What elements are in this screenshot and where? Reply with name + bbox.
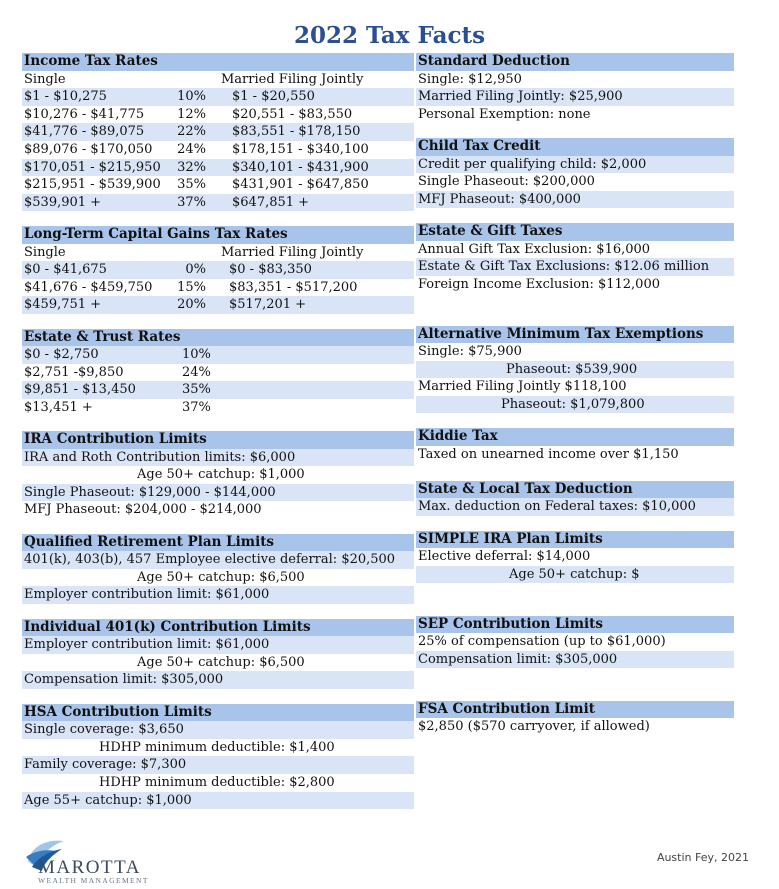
hsa-section <box>22 704 414 810</box>
list-item: MFJ Phaseout: $400,000 <box>416 191 734 209</box>
list-item: HDHP minimum deductible: $1,400 <box>99 739 335 755</box>
list-item: Age 50+ catchup: $1,000 <box>137 467 305 483</box>
list-item: Employer contribution limit: $61,000 <box>22 586 414 604</box>
section-header: Alternative Minimum Tax Exemptions <box>416 326 734 344</box>
list-item: Age 50+ catchup: $6,500 <box>137 569 305 585</box>
solo401k-section <box>22 619 414 689</box>
single-bracket: $0 - $41,675 <box>24 262 107 278</box>
section-header: SIMPLE IRA Plan Limits <box>416 531 734 549</box>
list-item: Single: $12,950 <box>418 71 522 87</box>
left-column <box>22 53 414 824</box>
rate: 35% <box>177 177 206 193</box>
list-item: HDHP minimum deductible: $2,800 <box>99 774 335 790</box>
table-row <box>22 399 414 417</box>
list-item: Age 50+ catchup: $6,500 <box>137 654 305 670</box>
single-bracket: $41,676 - $459,750 <box>24 279 153 295</box>
estate-gift-section <box>416 223 734 311</box>
col-single-label: Single <box>24 71 66 87</box>
bracket: $0 - $2,750 <box>24 347 99 363</box>
list-item: 401(k), 403(b), 457 Employee elective deferral: $20,500 <box>22 551 414 569</box>
table-row <box>22 123 414 141</box>
marotta-logo <box>22 835 182 885</box>
list-item: $2,850 ($570 carryover, if allowed) <box>418 719 650 735</box>
capital-gains-section <box>22 226 414 314</box>
author-credit: Austin Fey, 2021 <box>656 851 749 864</box>
income-tax-section <box>22 53 414 211</box>
section-header: HSA Contribution Limits <box>22 704 414 722</box>
estate-trust-section <box>22 329 414 417</box>
section-header: Income Tax Rates <box>22 53 414 71</box>
rate: 15% <box>177 279 206 295</box>
logo-name: MAROTTA <box>38 857 141 878</box>
list-item: Married Filing Jointly $118,100 <box>418 379 627 395</box>
single-bracket: $539,901 + <box>24 194 102 210</box>
single-bracket: $170,051 - $215,950 <box>24 159 161 175</box>
section-header: SEP Contribution Limits <box>416 616 734 634</box>
page-title: 2022 Tax Facts <box>293 22 486 49</box>
single-bracket: $89,076 - $170,050 <box>24 141 153 157</box>
rate: 10% <box>177 89 206 105</box>
rate: 35% <box>182 382 211 398</box>
list-item: Single: $75,900 <box>418 344 522 360</box>
single-bracket: $459,751 + <box>24 297 102 313</box>
list-item: Phaseout: $1,079,800 <box>416 396 734 414</box>
spacer-row <box>416 668 734 686</box>
rate: 37% <box>182 399 211 415</box>
list-item: Married Filing Jointly: $25,900 <box>416 88 734 106</box>
sep-section <box>416 616 734 686</box>
section-header: Estate & Gift Taxes <box>416 223 734 241</box>
table-row <box>22 381 414 399</box>
marotta-logo-mark <box>22 835 182 885</box>
list-item: Age 50+ catchup: $ <box>416 566 734 584</box>
child-credit-section <box>416 138 734 208</box>
list-item: Taxed on unearned income over $1,150 <box>418 446 679 462</box>
column-header-row <box>22 71 414 89</box>
section-header: Qualified Retirement Plan Limits <box>22 534 414 552</box>
section-header: Kiddie Tax <box>416 428 734 446</box>
table-row <box>22 159 414 177</box>
section-header: State & Local Tax Deduction <box>416 481 734 499</box>
list-item: Estate & Gift Tax Exclusions: $12.06 million <box>416 258 734 276</box>
list-item: Compensation limit: $305,000 <box>22 671 414 689</box>
logo-tagline: WEALTH MANAGEMENT <box>38 876 149 885</box>
mfj-bracket: $83,351 - $517,200 <box>229 279 358 295</box>
section-header: Long-Term Capital Gains Tax Rates <box>22 226 414 244</box>
ira-section <box>22 431 414 519</box>
kiddie-tax-section <box>416 428 734 481</box>
section-header: Standard Deduction <box>416 53 734 71</box>
single-bracket: $10,276 - $41,775 <box>24 106 145 122</box>
rate: 12% <box>177 106 206 122</box>
col-single-label: Single <box>24 244 66 260</box>
single-bracket: $215,951 - $539,900 <box>24 177 161 193</box>
mfj-bracket: $178,151 - $340,100 <box>232 141 369 157</box>
bracket: $9,851 - $13,450 <box>24 382 136 398</box>
spacer-row <box>416 463 734 481</box>
section-header: Child Tax Credit <box>416 138 734 156</box>
table-row <box>22 106 414 124</box>
right-column <box>416 53 734 750</box>
col-mfj-label: Married Filing Jointly <box>221 244 364 260</box>
rate: 24% <box>177 141 206 157</box>
list-item: Family coverage: $7,300 <box>22 756 414 774</box>
rate: 24% <box>182 364 211 380</box>
section-header: Individual 401(k) Contribution Limits <box>22 619 414 637</box>
list-item: Foreign Income Exclusion: $112,000 <box>418 276 660 292</box>
amt-section <box>416 326 734 414</box>
mfj-bracket: $83,551 - $178,150 <box>232 124 361 140</box>
bracket: $2,751 -$9,850 <box>24 364 124 380</box>
section-header: Estate & Trust Rates <box>22 329 414 347</box>
list-item: IRA and Roth Contribution limits: $6,000 <box>22 449 414 467</box>
rate: 37% <box>177 194 206 210</box>
mfj-bracket: $0 - $83,350 <box>229 262 312 278</box>
list-item: Single coverage: $3,650 <box>22 721 414 739</box>
mfj-bracket: $647,851 + <box>232 194 310 210</box>
table-row <box>22 141 414 159</box>
bracket: $13,451 + <box>24 399 93 415</box>
list-item: Annual Gift Tax Exclusion: $16,000 <box>418 241 651 257</box>
list-item: Employer contribution limit: $61,000 <box>22 636 414 654</box>
list-item: 25% of compensation (up to $61,000) <box>418 634 666 650</box>
standard-deduction-section <box>416 53 734 123</box>
table-row <box>22 176 414 194</box>
list-item: Elective deferral: $14,000 <box>418 549 591 565</box>
list-item: MFJ Phaseout: $204,000 - $214,000 <box>24 502 262 518</box>
mfj-bracket: $517,201 + <box>229 297 307 313</box>
rate: 0% <box>185 262 206 278</box>
table-row <box>22 194 414 212</box>
section-header: FSA Contribution Limit <box>416 701 734 719</box>
section-header: IRA Contribution Limits <box>22 431 414 449</box>
table-row <box>22 279 414 297</box>
table-row <box>22 346 414 364</box>
spacer-row <box>416 293 734 311</box>
table-row <box>22 88 414 106</box>
table-row <box>22 296 414 314</box>
qrp-section <box>22 534 414 604</box>
rate: 22% <box>177 124 206 140</box>
mfj-bracket: $340,101 - $431,900 <box>232 159 369 175</box>
single-bracket: $1 - $10,275 <box>24 89 107 105</box>
table-row <box>22 261 414 279</box>
list-item: Single Phaseout: $200,000 <box>418 174 595 190</box>
list-item: Age 55+ catchup: $1,000 <box>22 792 414 810</box>
rate: 20% <box>177 297 206 313</box>
rate: 32% <box>177 159 206 175</box>
mfj-bracket: $431,901 - $647,850 <box>232 177 369 193</box>
list-item: Personal Exemption: none <box>418 106 591 122</box>
simple-ira-section <box>416 531 734 601</box>
rate: 10% <box>182 347 211 363</box>
list-item: Phaseout: $539,900 <box>416 361 734 379</box>
list-item: Max. deduction on Federal taxes: $10,000 <box>416 498 734 516</box>
col-mfj-label: Married Filing Jointly <box>221 71 364 87</box>
mfj-bracket: $20,551 - $83,550 <box>232 106 353 122</box>
spacer-row <box>416 583 734 601</box>
table-row <box>22 364 414 382</box>
single-bracket: $41,776 - $89,075 <box>24 124 145 140</box>
salt-section <box>416 481 734 516</box>
list-item: Compensation limit: $305,000 <box>416 651 734 669</box>
fsa-section <box>416 701 734 736</box>
list-item: Single Phaseout: $129,000 - $144,000 <box>22 484 414 502</box>
list-item: Credit per qualifying child: $2,000 <box>416 156 734 174</box>
mfj-bracket: $1 - $20,550 <box>232 89 315 105</box>
column-header-row <box>22 244 414 262</box>
